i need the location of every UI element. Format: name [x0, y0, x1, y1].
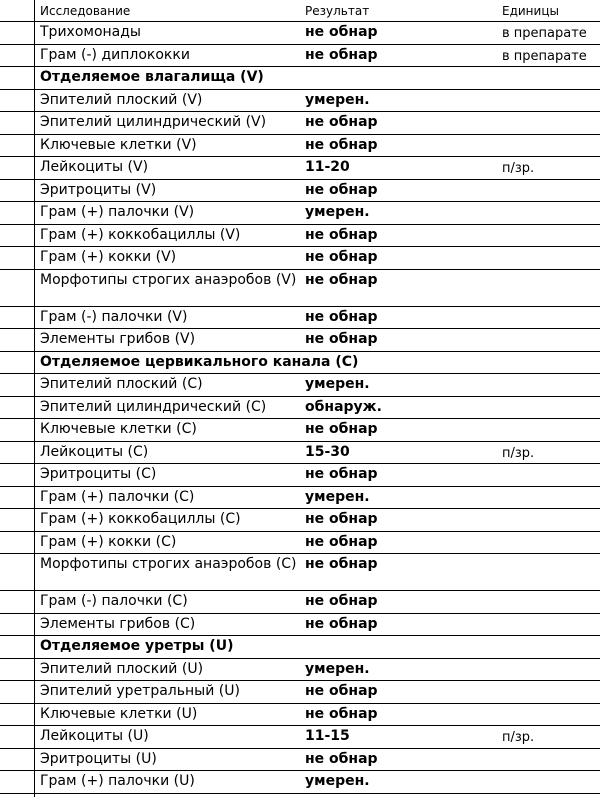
table-row: [0, 464, 600, 487]
test-name: Эпителий цилиндрический (C): [40, 398, 267, 415]
test-name: Лейкоциты (V): [40, 159, 149, 175]
test-name: Эпителий уретральный (U): [40, 683, 240, 699]
test-unit: п/зр.: [502, 161, 535, 176]
test-result: не обнар: [305, 249, 378, 265]
test-result: не обнар: [305, 421, 378, 437]
test-name: Элементы грибов (C): [40, 615, 196, 632]
header-test: Исследование: [40, 4, 131, 18]
test-name: Эпителий плоский (V): [40, 91, 203, 108]
test-result: не обнар: [305, 556, 378, 572]
test-result: не обнар: [305, 593, 378, 609]
table-row: [0, 247, 600, 270]
table-row: [0, 487, 600, 510]
test-result: умерен.: [305, 488, 370, 505]
test-result: умерен.: [305, 660, 370, 677]
test-name: Грам (-) диплококки: [40, 46, 190, 63]
table-row: [0, 554, 600, 591]
test-name: Грам (+) коккобациллы (C): [40, 511, 241, 527]
table-row: [0, 135, 600, 158]
table-row: [0, 614, 600, 637]
test-name: Эритроциты (U): [40, 750, 157, 767]
test-name: Лейкоциты (U): [40, 728, 149, 744]
test-name: Ключевые клетки (U): [40, 705, 198, 722]
table-row: [0, 591, 600, 614]
test-name: Трихомонады: [40, 24, 141, 40]
test-name: Грам (+) палочки (V): [40, 204, 195, 220]
table-row: [0, 22, 600, 45]
test-unit: в препарате: [502, 48, 587, 64]
test-name: Грам (+) кокки (C): [40, 533, 177, 550]
table-row: [0, 112, 600, 135]
test-result: не обнар: [305, 271, 378, 288]
section-title: Отделяемое цервикального канала (C): [40, 353, 359, 370]
test-name: Морфотипы строгих анаэробов (C): [40, 556, 297, 572]
section-title: Отделяемое уретры (U): [40, 638, 234, 654]
table-row: [0, 726, 600, 749]
section-title: Отделяемое влагалища (V): [40, 69, 264, 85]
test-name: Эпителий плоский (C): [40, 376, 203, 392]
test-result: не обнар: [305, 136, 378, 153]
test-result: умерен.: [305, 376, 370, 392]
test-result: не обнар: [305, 46, 378, 63]
test-name: Лейкоциты (C): [40, 443, 149, 460]
table-row: [0, 329, 600, 352]
test-result: не обнар: [305, 308, 378, 325]
header-result: Результат: [305, 4, 370, 18]
test-result: не обнар: [305, 181, 378, 198]
table-row: [0, 270, 600, 307]
test-result: не обнар: [305, 226, 378, 243]
test-result: не обнар: [305, 750, 378, 767]
test-result: 11-20: [305, 159, 350, 175]
test-unit: п/зр.: [502, 445, 535, 461]
test-result: не обнар: [305, 683, 378, 699]
table-row: [0, 442, 600, 465]
table-row: [0, 90, 600, 113]
table-row: [0, 749, 600, 772]
test-unit: п/зр.: [502, 730, 535, 745]
test-result: не обнар: [305, 114, 378, 130]
test-name: Грам (+) кокки (V): [40, 249, 177, 265]
test-result: умерен.: [305, 91, 370, 108]
test-result: не обнар: [305, 533, 378, 550]
table-row: [0, 659, 600, 682]
test-name: Ключевые клетки (V): [40, 136, 197, 153]
results-table: [0, 22, 600, 794]
table-row: [0, 419, 600, 442]
test-result: обнаруж.: [305, 398, 382, 415]
test-result: 15-30: [305, 443, 350, 460]
section-header: [0, 636, 600, 659]
test-result: не обнар: [305, 705, 378, 722]
section-header: [0, 67, 600, 90]
table-row: [0, 374, 600, 397]
test-name: Грам (+) палочки (U): [40, 773, 195, 789]
test-unit: в препарате: [502, 26, 587, 41]
test-result: умерен.: [305, 204, 370, 220]
table-row: [0, 157, 600, 180]
table-row: [0, 307, 600, 330]
table-row: [0, 397, 600, 420]
test-name: Элементы грибов (V): [40, 331, 196, 347]
test-name: Грам (-) палочки (V): [40, 308, 188, 325]
test-name: Ключевые клетки (C): [40, 421, 197, 437]
test-result: не обнар: [305, 466, 378, 482]
test-result: не обнар: [305, 331, 378, 347]
test-result: умерен.: [305, 773, 370, 789]
table-header: [0, 0, 600, 22]
test-name: Эпителий плоский (U): [40, 660, 204, 677]
table-row: [0, 532, 600, 555]
table-row: [0, 704, 600, 727]
test-name: Грам (-) палочки (C): [40, 593, 188, 609]
test-result: не обнар: [305, 615, 378, 632]
test-result: не обнар: [305, 24, 378, 40]
test-name: Эпителий цилиндрический (V): [40, 114, 267, 130]
table-row: [0, 180, 600, 203]
test-name: Морфотипы строгих анаэробов (V): [40, 271, 297, 288]
table-row: [0, 681, 600, 704]
test-name: Грам (+) коккобациллы (V): [40, 226, 241, 243]
header-units: Единицы: [502, 4, 559, 18]
section-header: [0, 352, 600, 375]
table-row: [0, 225, 600, 248]
table-row: [0, 509, 600, 532]
table-row: [0, 771, 600, 794]
test-name: Грам (+) палочки (C): [40, 488, 195, 505]
test-name: Эритроциты (V): [40, 181, 157, 198]
test-result: 11-15: [305, 728, 350, 744]
test-result: не обнар: [305, 511, 378, 527]
table-row: [0, 45, 600, 68]
test-name: Эритроциты (C): [40, 466, 157, 482]
table-row: [0, 202, 600, 225]
